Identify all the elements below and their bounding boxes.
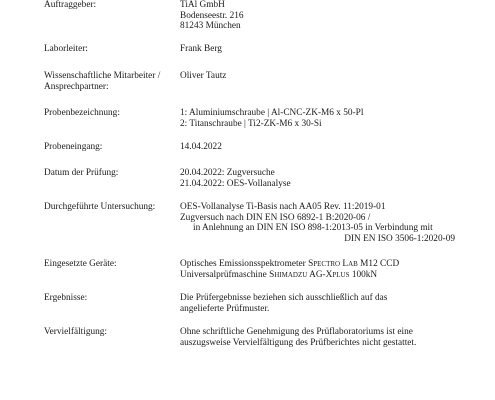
results-line1: Die Prüfergebnisse beziehen sich ausschließlich auf das bbox=[180, 293, 388, 303]
device-machine-name: Universalprüfmaschine bbox=[180, 269, 270, 280]
company-name: TiAl GmbH bbox=[180, 0, 225, 10]
value-probeneingang: 14.04.2022 bbox=[180, 142, 222, 152]
reproduction-line2: auszugsweise Vervielfältigung des Prüfberichtes nicht gestattet. bbox=[180, 337, 417, 348]
value-mitarbeiter: Oliver Tautz bbox=[180, 71, 227, 81]
device-machine-capacity: 100kN bbox=[349, 269, 378, 280]
label-probeneingang: Probeneingang: bbox=[44, 142, 103, 152]
device-machine-brand: Shimadzu bbox=[269, 269, 308, 280]
device-machine-model-a: AG-X bbox=[307, 269, 333, 280]
value-geraete bbox=[180, 259, 480, 280]
value-untersuchung bbox=[180, 202, 480, 244]
company-street: Bodenseestr. 216 bbox=[180, 10, 244, 21]
investigation-line4: DIN EN ISO 3506-1:2020-09 bbox=[344, 233, 455, 244]
label-datum: Datum der Prüfung: bbox=[44, 168, 119, 178]
label-mitarbeiter-line2: Ansprechpartner: bbox=[44, 81, 109, 92]
device-spectrometer-brand: Spectro Lab bbox=[308, 259, 358, 269]
label-untersuchung: Durchgeführte Untersuchung: bbox=[44, 202, 156, 212]
value-auftraggeber bbox=[180, 0, 480, 32]
device-spectrometer-model: M12 CCD bbox=[357, 259, 400, 269]
label-mitarbeiter-line1: Wissenschaftliche Mitarbeiter / bbox=[44, 71, 161, 81]
test-date-2: 21.04.2022: OES-Vollanalyse bbox=[180, 178, 291, 189]
label-vervielfaeltigung: Vervielfältigung: bbox=[44, 327, 107, 337]
test-date-1: 20.04.2022: Zugversuche bbox=[180, 168, 275, 178]
value-datum bbox=[180, 168, 480, 189]
label-probenbezeichnung: Probenbezeichnung: bbox=[44, 108, 120, 118]
device-spectrometer-name: Optisches Emissionsspektrometer bbox=[180, 259, 309, 269]
label-ergebnisse: Ergebnisse: bbox=[44, 293, 88, 303]
sample-1: 1: Aluminiumschraube | Al-CNC-ZK-M6 x 50-Pl bbox=[180, 108, 364, 118]
results-line2: angelieferte Prüfmuster. bbox=[180, 303, 270, 314]
value-laborleiter: Frank Berg bbox=[180, 44, 222, 54]
investigation-line3: in Anlehnung an DIN EN ISO 898-1:2013-05 in Verbindung mit bbox=[193, 223, 433, 234]
sample-2: 2: Titanschraube | Ti2-ZK-M6 x 30-Si bbox=[180, 118, 322, 129]
reproduction-line1: Ohne schriftliche Genehmigung des Prüflaboratoriums ist eine bbox=[180, 327, 413, 337]
value-probenbezeichnung bbox=[180, 108, 480, 129]
label-geraete: Eingesetzte Geräte: bbox=[44, 259, 117, 269]
device-machine-model-b: plus bbox=[332, 269, 350, 280]
label-laborleiter: Laborleiter: bbox=[44, 44, 88, 54]
device-spectrometer bbox=[180, 259, 480, 270]
investigation-line1: OES-Vollanalyse Ti-Basis nach AA05 Rev. 11:2019-01 bbox=[180, 202, 386, 212]
label-mitarbeiter bbox=[44, 71, 179, 92]
value-vervielfaeltigung bbox=[180, 327, 480, 348]
company-city: 81243 München bbox=[180, 21, 241, 32]
label-auftraggeber: Auftraggeber: bbox=[44, 0, 97, 10]
investigation-line2: Zugversuch nach DIN EN ISO 6892-1 B:2020-06 / bbox=[180, 212, 371, 223]
value-ergebnisse bbox=[180, 293, 480, 314]
device-testing-machine bbox=[180, 270, 480, 281]
